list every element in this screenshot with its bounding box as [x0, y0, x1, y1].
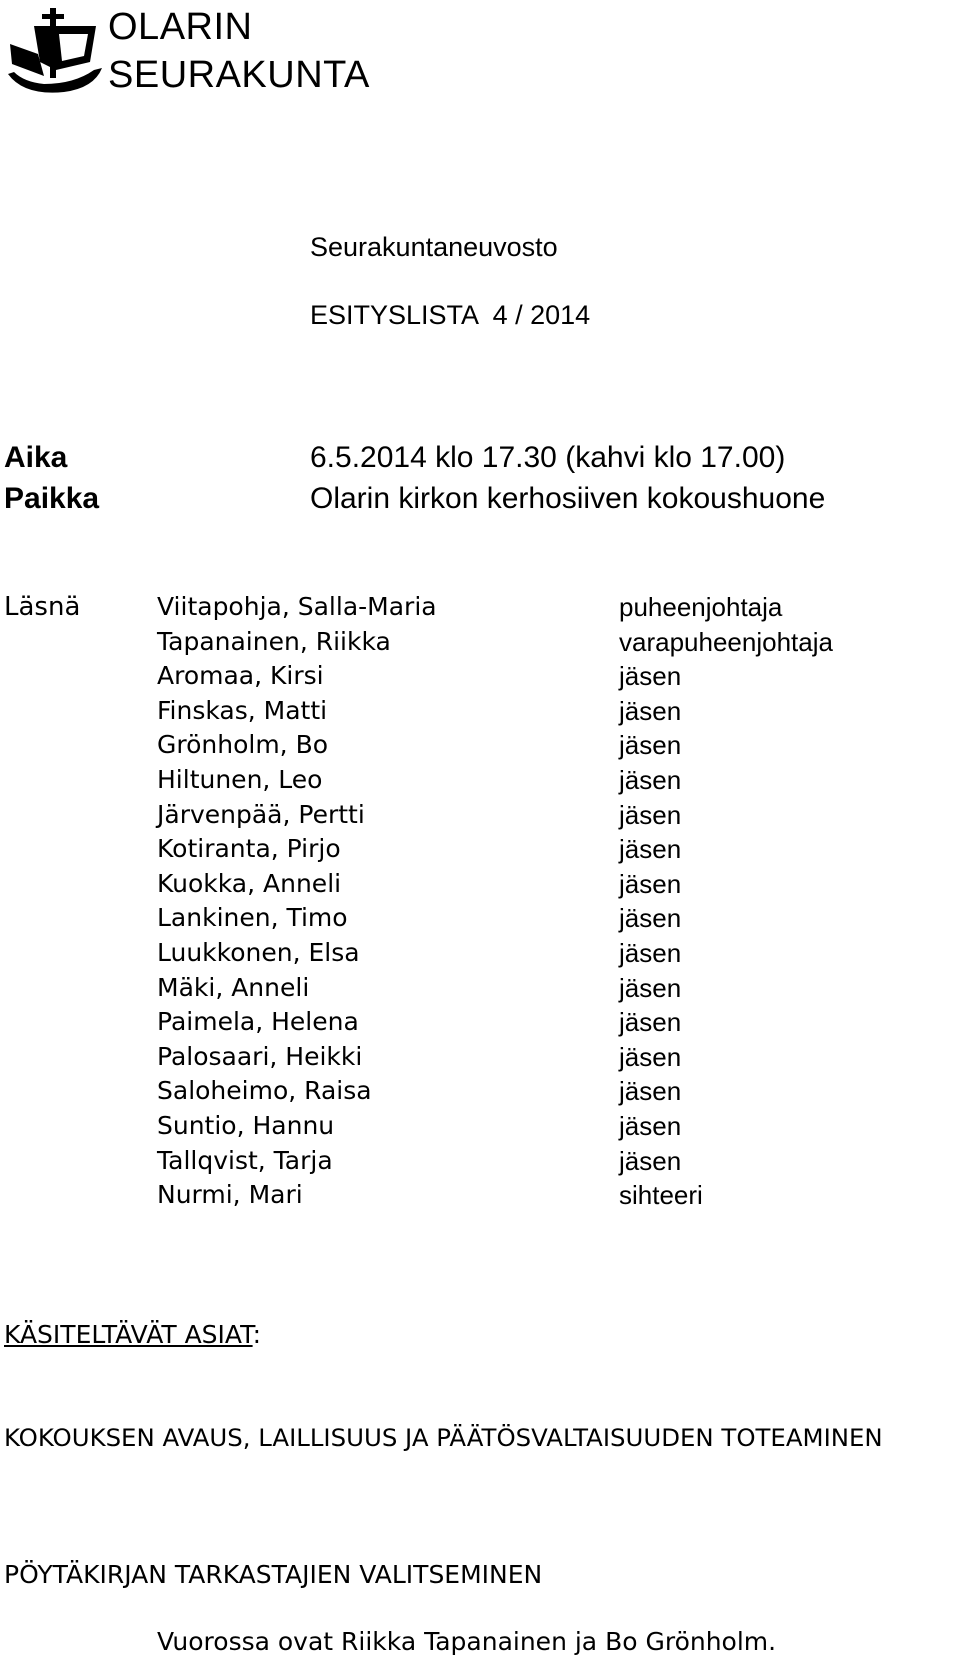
church-ship-icon	[4, 4, 104, 96]
attendee-name: Grönholm, Bo	[157, 730, 329, 759]
agenda-heading-row	[4, 1320, 261, 1349]
attendee-role: jäsen	[619, 938, 682, 968]
attendee-role: jäsen	[619, 973, 682, 1003]
attendee-name: Finskas, Matti	[157, 696, 328, 725]
attendee-role: jäsen	[619, 1042, 682, 1072]
attendee-role: jäsen	[619, 1146, 682, 1176]
attendee-name: Viitapohja, Salla-Maria	[157, 592, 437, 621]
attendee-name: Luukkonen, Elsa	[157, 938, 360, 967]
agenda-heading-colon: :	[252, 1320, 262, 1349]
attendee-role: jäsen	[619, 800, 682, 830]
attendee-name: Järvenpää, Pertti	[157, 800, 365, 829]
attendee-role: jäsen	[619, 1007, 682, 1037]
org-name-line2: SEURAKUNTA	[108, 54, 370, 96]
time-label: Aika	[4, 441, 68, 474]
org-name-line1: OLARIN	[108, 6, 253, 48]
attendee-role: jäsen	[619, 1076, 682, 1106]
agenda-item-2: PÖYTÄKIRJAN TARKASTAJIEN VALITSEMINEN	[4, 1560, 543, 1589]
attendee-role: jäsen	[619, 834, 682, 864]
agenda-item-1: KOKOUKSEN AVAUS, LAILLISUUS JA PÄÄTÖSVALTAISUUDEN TOTEAMINEN	[4, 1423, 883, 1452]
attendee-role: jäsen	[619, 696, 682, 726]
attendee-role: varapuheenjohtaja	[619, 627, 833, 657]
attendee-role: jäsen	[619, 730, 682, 760]
attendee-role: jäsen	[619, 661, 682, 691]
attendee-name: Nurmi, Mari	[157, 1180, 303, 1209]
attendee-name: Hiltunen, Leo	[157, 765, 323, 794]
agenda-item-2-note: Vuorossa ovat Riikka Tapanainen ja Bo Grönholm.	[157, 1627, 777, 1656]
place-label: Paikka	[4, 482, 100, 515]
attendee-role: jäsen	[619, 903, 682, 933]
time-value: 6.5.2014 klo 17.30 (kahvi klo 17.00)	[310, 441, 786, 474]
body-name: Seurakuntaneuvosto	[310, 232, 558, 262]
attendee-role: sihteeri	[619, 1180, 703, 1210]
attendee-name: Paimela, Helena	[157, 1007, 359, 1036]
attendee-name: Mäki, Anneli	[157, 973, 310, 1002]
attendee-role: puheenjohtaja	[619, 592, 783, 622]
attendee-name: Aromaa, Kirsi	[157, 661, 324, 690]
attendee-name: Saloheimo, Raisa	[157, 1076, 372, 1105]
attendee-name: Lankinen, Timo	[157, 903, 348, 932]
attendee-role: jäsen	[619, 1111, 682, 1141]
attendee-role: jäsen	[619, 869, 682, 899]
attendee-name: Tapanainen, Riikka	[157, 627, 391, 656]
attendance-label: Läsnä	[4, 592, 81, 622]
attendee-role: jäsen	[619, 765, 682, 795]
attendee-name: Kuokka, Anneli	[157, 869, 342, 898]
attendee-name: Tallqvist, Tarja	[157, 1146, 333, 1175]
place-value: Olarin kirkon kerhosiiven kokoushuone	[310, 482, 826, 515]
attendee-name: Kotiranta, Pirjo	[157, 834, 341, 863]
attendee-name: Suntio, Hannu	[157, 1111, 335, 1140]
list-title: ESITYSLISTA 4 / 2014	[310, 300, 591, 330]
attendee-name: Palosaari, Heikki	[157, 1042, 363, 1071]
agenda-heading: KÄSITELTÄVÄT ASIAT	[4, 1320, 253, 1349]
